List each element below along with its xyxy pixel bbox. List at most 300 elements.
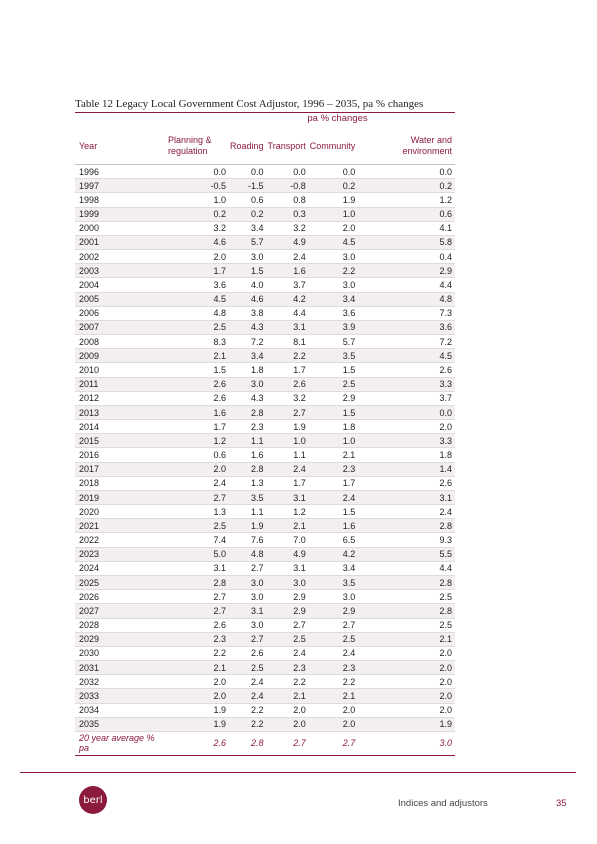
value-cell: 2.2 — [229, 717, 267, 731]
value-cell: 2.1 — [162, 349, 229, 363]
year-cell: 2001 — [75, 235, 162, 249]
value-cell: 3.7 — [358, 391, 455, 405]
value-cell: 1.8 — [229, 363, 267, 377]
value-cell: 2.0 — [358, 689, 455, 703]
table-row — [75, 179, 455, 193]
value-cell: 0.6 — [162, 448, 229, 462]
value-cell: 0.3 — [267, 207, 309, 221]
value-cell: 1.5 — [309, 405, 359, 419]
year-cell: 2005 — [75, 292, 162, 306]
value-cell: 5.7 — [309, 335, 359, 349]
value-cell: 4.9 — [267, 235, 309, 249]
value-cell: 3.1 — [229, 604, 267, 618]
value-cell: 2.5 — [267, 632, 309, 646]
table-row — [75, 604, 455, 618]
value-cell: 2.7 — [162, 604, 229, 618]
value-cell: 3.0 — [229, 250, 267, 264]
value-cell: 2.0 — [358, 661, 455, 675]
year-cell: 2025 — [75, 575, 162, 589]
year-cell: 1999 — [75, 207, 162, 221]
group-header — [75, 113, 455, 127]
year-cell: 2012 — [75, 391, 162, 405]
year-cell: 2027 — [75, 604, 162, 618]
value-cell: 4.8 — [162, 306, 229, 320]
value-cell: 1.1 — [229, 505, 267, 519]
col-header-planning: Planning & regulation — [162, 128, 229, 165]
value-cell: 1.9 — [358, 717, 455, 731]
value-cell: 4.2 — [267, 292, 309, 306]
value-cell: 2.1 — [309, 689, 359, 703]
value-cell: 1.6 — [309, 519, 359, 533]
value-cell: 4.3 — [229, 391, 267, 405]
year-cell: 2020 — [75, 505, 162, 519]
table-row — [75, 292, 455, 306]
value-cell: 7.0 — [267, 533, 309, 547]
table-row — [75, 646, 455, 660]
value-cell: 2.9 — [267, 604, 309, 618]
value-cell: 2.4 — [309, 646, 359, 660]
value-cell: 1.5 — [162, 363, 229, 377]
footer-divider — [20, 772, 576, 773]
value-cell: 0.2 — [358, 179, 455, 193]
value-cell: 2.6 — [358, 476, 455, 490]
value-cell: -0.5 — [162, 179, 229, 193]
value-cell: 1.9 — [229, 519, 267, 533]
year-cell: 2015 — [75, 434, 162, 448]
value-cell: 3.0 — [229, 618, 267, 632]
table-row — [75, 632, 455, 646]
table-row — [75, 490, 455, 504]
year-cell: 2011 — [75, 377, 162, 391]
table-row — [75, 420, 455, 434]
value-cell: 2.3 — [229, 420, 267, 434]
value-cell: 3.1 — [162, 561, 229, 575]
year-cell: 2018 — [75, 476, 162, 490]
year-cell: 1997 — [75, 179, 162, 193]
value-cell: 2.0 — [358, 703, 455, 717]
value-cell: 1.3 — [162, 505, 229, 519]
value-cell: 1.8 — [309, 420, 359, 434]
value-cell: 1.7 — [267, 476, 309, 490]
value-cell: 3.2 — [267, 391, 309, 405]
value-cell: 0.0 — [309, 165, 359, 179]
value-cell: 3.7 — [267, 278, 309, 292]
value-cell: 2.1 — [162, 661, 229, 675]
value-cell: 2.4 — [309, 490, 359, 504]
table-row — [75, 462, 455, 476]
value-cell: 1.6 — [267, 264, 309, 278]
value-cell: 4.4 — [267, 306, 309, 320]
table-row — [75, 434, 455, 448]
value-cell: 3.0 — [229, 377, 267, 391]
table-row — [75, 391, 455, 405]
value-cell: 1.3 — [229, 476, 267, 490]
value-cell: 4.3 — [229, 320, 267, 334]
value-cell: 2.0 — [162, 462, 229, 476]
year-cell: 2022 — [75, 533, 162, 547]
table-row — [75, 505, 455, 519]
value-cell: 0.4 — [358, 250, 455, 264]
value-cell: 1.5 — [309, 505, 359, 519]
year-cell: 2033 — [75, 689, 162, 703]
group-header-label: pa % changes — [307, 113, 368, 124]
year-cell: 2006 — [75, 306, 162, 320]
value-cell: 2.5 — [162, 320, 229, 334]
value-cell: 1.2 — [162, 434, 229, 448]
value-cell: 1.0 — [162, 193, 229, 207]
value-cell: 2.5 — [309, 377, 359, 391]
value-cell: 3.6 — [358, 320, 455, 334]
year-cell: 2013 — [75, 405, 162, 419]
value-cell: 2.6 — [162, 377, 229, 391]
value-cell: 2.7 — [229, 561, 267, 575]
value-cell: 4.2 — [309, 547, 359, 561]
year-cell: 2003 — [75, 264, 162, 278]
value-cell: 2.3 — [309, 661, 359, 675]
year-cell: 2026 — [75, 590, 162, 604]
year-cell: 2002 — [75, 250, 162, 264]
value-cell: 1.2 — [358, 193, 455, 207]
value-cell: 2.2 — [162, 646, 229, 660]
average-value: 2.7 — [267, 731, 309, 755]
year-cell: 2008 — [75, 335, 162, 349]
table-row — [75, 320, 455, 334]
average-value: 3.0 — [358, 731, 455, 755]
year-cell: 2030 — [75, 646, 162, 660]
year-cell: 2017 — [75, 462, 162, 476]
value-cell: 2.0 — [267, 717, 309, 731]
value-cell: 3.6 — [309, 306, 359, 320]
value-cell: 2.6 — [358, 363, 455, 377]
value-cell: 2.8 — [358, 575, 455, 589]
col-header-year: Year — [75, 128, 162, 165]
value-cell: 2.3 — [309, 462, 359, 476]
value-cell: 2.7 — [162, 590, 229, 604]
table-row — [75, 221, 455, 235]
table-row — [75, 207, 455, 221]
value-cell: 3.4 — [309, 561, 359, 575]
value-cell: 7.2 — [358, 335, 455, 349]
value-cell: 2.8 — [229, 462, 267, 476]
table-row — [75, 405, 455, 419]
value-cell: 2.9 — [309, 604, 359, 618]
value-cell: 2.3 — [162, 632, 229, 646]
year-cell: 2000 — [75, 221, 162, 235]
value-cell: 0.2 — [162, 207, 229, 221]
table-row — [75, 575, 455, 589]
col-header-water: Water and environment — [358, 128, 455, 165]
value-cell: 1.9 — [162, 703, 229, 717]
value-cell: 1.8 — [358, 448, 455, 462]
table-row — [75, 349, 455, 363]
value-cell: 1.9 — [267, 420, 309, 434]
value-cell: 1.1 — [267, 448, 309, 462]
value-cell: 3.0 — [229, 590, 267, 604]
header-row — [75, 128, 455, 165]
value-cell: 1.2 — [267, 505, 309, 519]
year-cell: 2024 — [75, 561, 162, 575]
value-cell: 1.0 — [267, 434, 309, 448]
value-cell: 5.8 — [358, 235, 455, 249]
value-cell: 0.0 — [229, 165, 267, 179]
value-cell: 2.0 — [162, 689, 229, 703]
table-row — [75, 306, 455, 320]
value-cell: -0.8 — [267, 179, 309, 193]
value-cell: 1.4 — [358, 462, 455, 476]
value-cell: 4.1 — [358, 221, 455, 235]
value-cell: 2.4 — [162, 476, 229, 490]
value-cell: 2.6 — [267, 377, 309, 391]
value-cell: 4.4 — [358, 561, 455, 575]
value-cell: 2.6 — [162, 618, 229, 632]
value-cell: 1.0 — [309, 434, 359, 448]
year-cell: 2007 — [75, 320, 162, 334]
value-cell: 2.4 — [358, 505, 455, 519]
value-cell: 3.0 — [267, 575, 309, 589]
value-cell: 2.2 — [309, 264, 359, 278]
value-cell: 2.8 — [162, 575, 229, 589]
value-cell: 2.0 — [358, 420, 455, 434]
value-cell: 3.4 — [229, 349, 267, 363]
value-cell: 4.8 — [229, 547, 267, 561]
year-cell: 2014 — [75, 420, 162, 434]
value-cell: 2.0 — [267, 703, 309, 717]
value-cell: 2.4 — [267, 462, 309, 476]
value-cell: 2.7 — [229, 632, 267, 646]
col-header-roading: Roading — [229, 128, 267, 165]
year-cell: 2016 — [75, 448, 162, 462]
table-row — [75, 193, 455, 207]
value-cell: 2.1 — [309, 448, 359, 462]
table-row — [75, 703, 455, 717]
year-cell: 2032 — [75, 675, 162, 689]
table-row — [75, 661, 455, 675]
value-cell: 2.0 — [309, 221, 359, 235]
value-cell: 2.0 — [162, 675, 229, 689]
table-row — [75, 264, 455, 278]
value-cell: 2.4 — [267, 250, 309, 264]
year-cell: 2029 — [75, 632, 162, 646]
value-cell: 4.5 — [162, 292, 229, 306]
value-cell: 1.9 — [309, 193, 359, 207]
value-cell: 2.9 — [309, 391, 359, 405]
value-cell: 0.6 — [229, 193, 267, 207]
value-cell: 8.1 — [267, 335, 309, 349]
value-cell: 6.5 — [309, 533, 359, 547]
year-cell: 2023 — [75, 547, 162, 561]
value-cell: 5.0 — [162, 547, 229, 561]
year-cell: 2031 — [75, 661, 162, 675]
value-cell: 0.0 — [358, 405, 455, 419]
value-cell: 2.9 — [267, 590, 309, 604]
table-body — [75, 165, 455, 756]
table-row — [75, 675, 455, 689]
value-cell: 2.3 — [267, 661, 309, 675]
value-cell: 2.2 — [267, 675, 309, 689]
value-cell: 3.2 — [267, 221, 309, 235]
value-cell: 2.1 — [358, 632, 455, 646]
berl-logo: berl — [79, 786, 107, 814]
average-value: 2.7 — [309, 731, 359, 755]
value-cell: 5.5 — [358, 547, 455, 561]
table-row — [75, 335, 455, 349]
value-cell: 3.0 — [309, 590, 359, 604]
value-cell: -1.5 — [229, 179, 267, 193]
value-cell: 2.5 — [358, 618, 455, 632]
table-row — [75, 278, 455, 292]
value-cell: 2.0 — [309, 703, 359, 717]
table-row — [75, 590, 455, 604]
value-cell: 2.5 — [309, 632, 359, 646]
value-cell: 0.6 — [358, 207, 455, 221]
value-cell: 1.5 — [309, 363, 359, 377]
average-value: 2.8 — [229, 731, 267, 755]
table-row — [75, 235, 455, 249]
value-cell: 3.5 — [309, 575, 359, 589]
value-cell: 3.1 — [358, 490, 455, 504]
value-cell: 1.7 — [162, 420, 229, 434]
value-cell: 3.9 — [309, 320, 359, 334]
value-cell: 3.1 — [267, 561, 309, 575]
value-cell: 2.7 — [162, 490, 229, 504]
value-cell: 4.8 — [358, 292, 455, 306]
value-cell: 1.0 — [309, 207, 359, 221]
value-cell: 7.4 — [162, 533, 229, 547]
value-cell: 2.1 — [267, 689, 309, 703]
value-cell: 3.2 — [162, 221, 229, 235]
value-cell: 4.5 — [309, 235, 359, 249]
cost-adjustor-table — [75, 128, 455, 756]
table-row — [75, 717, 455, 731]
value-cell: 2.4 — [229, 675, 267, 689]
value-cell: 1.1 — [229, 434, 267, 448]
value-cell: 3.3 — [358, 434, 455, 448]
value-cell: 2.2 — [229, 703, 267, 717]
col-header-community: Community — [309, 128, 359, 165]
value-cell: 3.1 — [267, 320, 309, 334]
average-label: 20 year average % pa — [75, 731, 162, 755]
value-cell: 2.0 — [162, 250, 229, 264]
value-cell: 7.2 — [229, 335, 267, 349]
value-cell: 2.5 — [162, 519, 229, 533]
value-cell: 1.5 — [229, 264, 267, 278]
value-cell: 2.0 — [358, 675, 455, 689]
value-cell: 1.6 — [229, 448, 267, 462]
average-value: 2.6 — [162, 731, 229, 755]
col-header-transport: Transport — [267, 128, 309, 165]
value-cell: 3.0 — [229, 575, 267, 589]
value-cell: 3.5 — [309, 349, 359, 363]
value-cell: 3.5 — [229, 490, 267, 504]
year-cell: 2019 — [75, 490, 162, 504]
value-cell: 3.8 — [229, 306, 267, 320]
value-cell: 2.5 — [229, 661, 267, 675]
table-row — [75, 519, 455, 533]
value-cell: 0.0 — [267, 165, 309, 179]
value-cell: 4.5 — [358, 349, 455, 363]
average-row — [75, 731, 455, 755]
value-cell: 1.7 — [309, 476, 359, 490]
value-cell: 4.6 — [229, 292, 267, 306]
value-cell: 2.5 — [358, 590, 455, 604]
year-cell: 2009 — [75, 349, 162, 363]
value-cell: 3.4 — [309, 292, 359, 306]
value-cell: 9.3 — [358, 533, 455, 547]
value-cell: 2.1 — [267, 519, 309, 533]
value-cell: 2.8 — [358, 604, 455, 618]
value-cell: 0.0 — [358, 165, 455, 179]
value-cell: 0.2 — [229, 207, 267, 221]
value-cell: 3.0 — [309, 250, 359, 264]
year-cell: 1996 — [75, 165, 162, 179]
year-cell: 2028 — [75, 618, 162, 632]
year-cell: 2021 — [75, 519, 162, 533]
value-cell: 2.7 — [267, 618, 309, 632]
value-cell: 2.7 — [309, 618, 359, 632]
value-cell: 5.7 — [229, 235, 267, 249]
table-row — [75, 533, 455, 547]
value-cell: 2.4 — [267, 646, 309, 660]
table-row — [75, 377, 455, 391]
value-cell: 4.0 — [229, 278, 267, 292]
value-cell: 4.9 — [267, 547, 309, 561]
page-number: 35 — [556, 798, 567, 809]
table-row — [75, 476, 455, 490]
value-cell: 7.3 — [358, 306, 455, 320]
value-cell: 0.0 — [162, 165, 229, 179]
value-cell: 1.7 — [162, 264, 229, 278]
value-cell: 2.6 — [229, 646, 267, 660]
table-row — [75, 561, 455, 575]
value-cell: 2.9 — [358, 264, 455, 278]
value-cell: 2.2 — [309, 675, 359, 689]
value-cell: 2.8 — [229, 405, 267, 419]
value-cell: 1.6 — [162, 405, 229, 419]
year-cell: 1998 — [75, 193, 162, 207]
value-cell: 3.4 — [229, 221, 267, 235]
value-cell: 2.0 — [309, 717, 359, 731]
footer-section-label: Indices and adjustors — [398, 798, 488, 809]
value-cell: 2.6 — [162, 391, 229, 405]
year-cell: 2035 — [75, 717, 162, 731]
value-cell: 0.2 — [309, 179, 359, 193]
value-cell: 2.8 — [358, 519, 455, 533]
table-row — [75, 547, 455, 561]
value-cell: 0.8 — [267, 193, 309, 207]
value-cell: 2.4 — [229, 689, 267, 703]
value-cell: 4.6 — [162, 235, 229, 249]
value-cell: 3.0 — [309, 278, 359, 292]
value-cell: 2.0 — [358, 646, 455, 660]
value-cell: 1.7 — [267, 363, 309, 377]
table-row — [75, 250, 455, 264]
table-caption: Table 12 Legacy Local Government Cost Adjustor, 1996 – 2035, pa % changes — [75, 98, 455, 113]
value-cell: 4.4 — [358, 278, 455, 292]
value-cell: 3.3 — [358, 377, 455, 391]
value-cell: 8.3 — [162, 335, 229, 349]
table-row — [75, 618, 455, 632]
table-row — [75, 689, 455, 703]
year-cell: 2034 — [75, 703, 162, 717]
value-cell: 7.6 — [229, 533, 267, 547]
value-cell: 3.1 — [267, 490, 309, 504]
value-cell: 2.7 — [267, 405, 309, 419]
table-row — [75, 448, 455, 462]
value-cell: 3.6 — [162, 278, 229, 292]
table-row — [75, 165, 455, 179]
year-cell: 2010 — [75, 363, 162, 377]
value-cell: 2.2 — [267, 349, 309, 363]
